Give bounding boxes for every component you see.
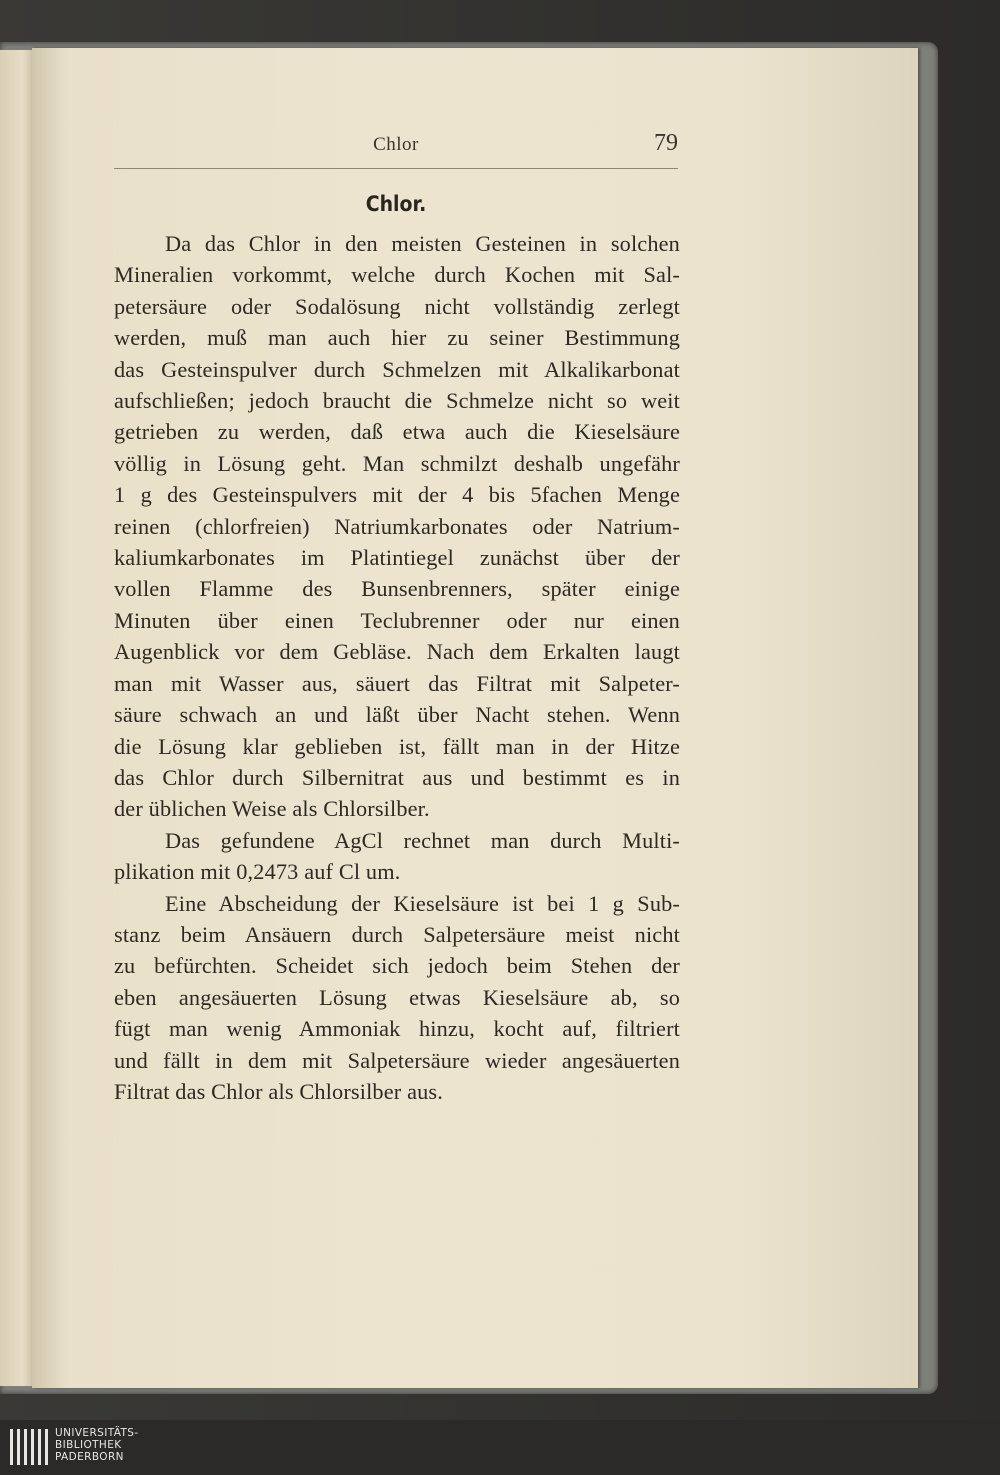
text-line: das Gesteinspulver durch Schmelzen mit Alkalikarbonat <box>114 356 680 382</box>
text-line: kaliumkarbonates im Platintiegel zunächst über der <box>114 545 680 571</box>
paragraph <box>114 825 680 888</box>
text-line: Augenblick vor dem Gebläse. Nach dem Erkalten laugt <box>114 639 680 665</box>
text-line: reinen (chlorfreien) Natriumkarbonates oder Natrium- <box>114 513 680 539</box>
section-title: Chlor. <box>365 192 427 216</box>
paragraph <box>114 228 680 825</box>
text-line: Da das Chlor in den meisten Gesteinen in solchen <box>165 231 680 256</box>
text-line: Minuten über einen Teclubrenner oder nur einen <box>114 607 680 633</box>
text-line: das Chlor durch Silbernitrat aus und bestimmt es in <box>114 764 680 790</box>
text-line: Filtrat das Chlor als Chlorsilber aus. <box>114 1078 443 1104</box>
text-line: und fällt in dem mit Salpetersäure wieder angesäuerten <box>114 1047 680 1073</box>
text-line: der üblichen Weise als Chlorsilber. <box>114 796 430 822</box>
text-line: die Lösung klar geblieben ist, fällt man in der Hitze <box>114 733 680 759</box>
body-text <box>114 228 680 1107</box>
text-line: plikation mit 0,2473 auf Cl um. <box>114 859 401 885</box>
running-head-title: Chlor <box>373 134 419 155</box>
text-line: säure schwach an und läßt über Nacht stehen. Wenn <box>114 702 680 728</box>
text-line: 1 g des Gesteinspulvers mit der 4 bis 5fachen Menge <box>114 482 680 508</box>
text-line: fügt man wenig Ammoniak hinzu, kocht auf, filtriert <box>114 1016 680 1042</box>
running-head <box>114 128 678 169</box>
text-line: vollen Flamme des Bunsenbrenners, später einige <box>114 576 680 602</box>
text-line: getrieben zu werden, daß etwa auch die Kieselsäure <box>114 419 680 445</box>
text-line: aufschließen; jedoch braucht die Schmelze nicht so weit <box>114 388 680 414</box>
library-logo-bar <box>0 1420 1000 1475</box>
library-columns-icon <box>9 1426 49 1468</box>
left-page-edge <box>0 50 32 1386</box>
paragraph <box>114 888 680 1108</box>
text-line: werden, muß man auch hier zu seiner Bestimmung <box>114 325 680 351</box>
text-line: Eine Abscheidung der Kieselsäure ist bei 1 g Sub- <box>165 890 680 916</box>
text-line: stanz beim Ansäuern durch Salpetersäure meist nicht <box>114 921 680 947</box>
text-line: Das gefundene AgCl rechnet man durch Multi- <box>165 827 680 853</box>
page-number: 79 <box>654 130 678 156</box>
text-line: eben angesäuerten Lösung etwas Kieselsäure ab, so <box>114 984 680 1010</box>
library-logo-text <box>55 1427 139 1463</box>
text-line: zu befürchten. Scheidet sich jedoch beim Stehen der <box>114 953 680 979</box>
text-line: man mit Wasser aus, säuert das Filtrat mit Salpeter- <box>114 670 680 696</box>
text-line: petersäure oder Sodalösung nicht vollständig zerlegt <box>114 293 680 319</box>
text-line: Mineralien vorkommt, welche durch Kochen mit Sal- <box>114 262 680 288</box>
text-line: völlig in Lösung geht. Man schmilzt deshalb ungefähr <box>114 450 680 476</box>
library-logo-line: UNIVERSITÄTS- <box>55 1427 139 1439</box>
library-logo-line: BIBLIOTHEK <box>55 1439 122 1451</box>
library-logo-line: PADERBORN <box>55 1451 124 1463</box>
